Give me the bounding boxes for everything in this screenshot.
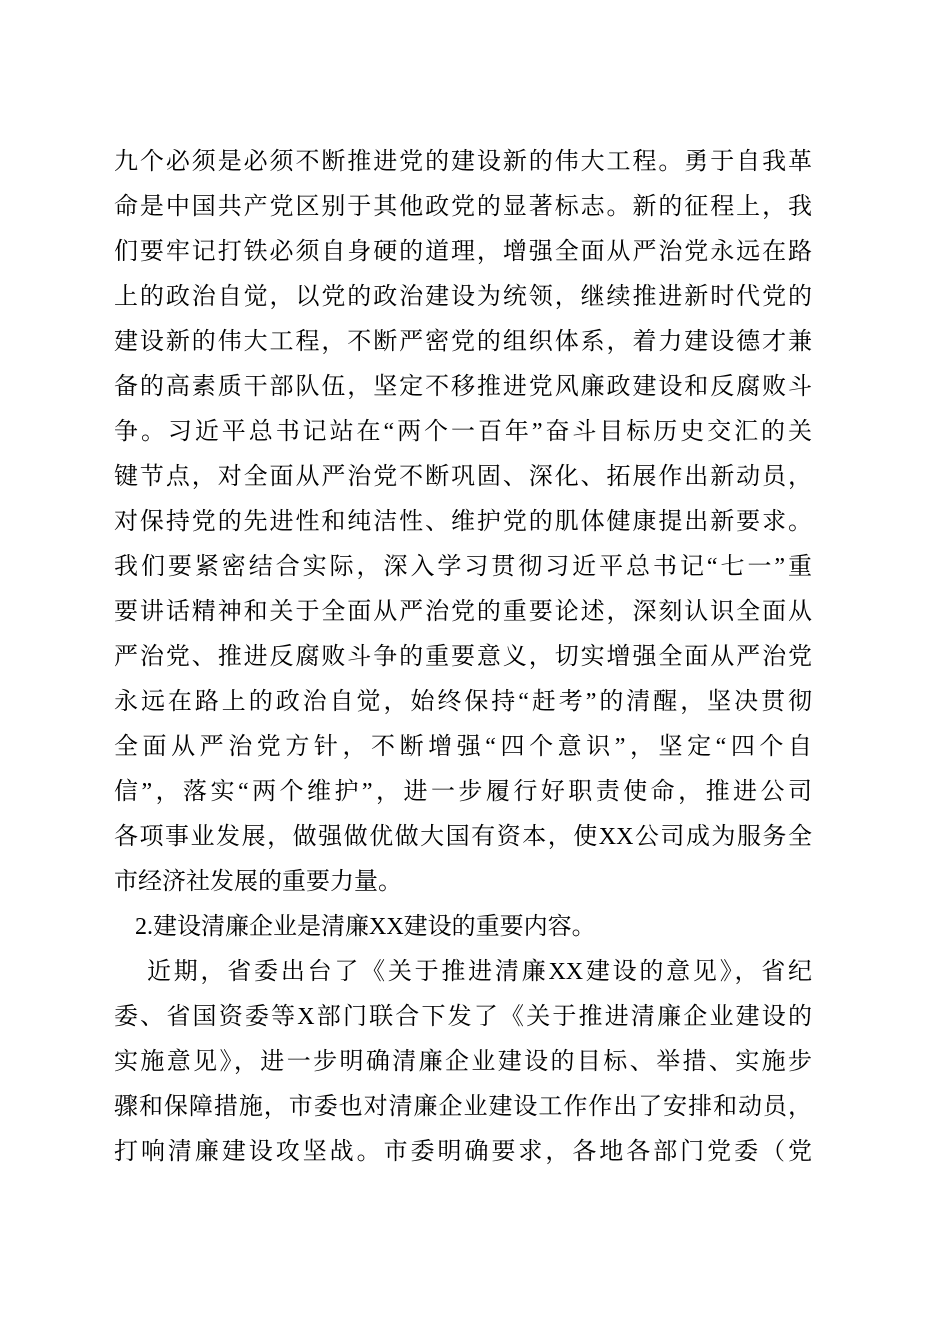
text-line: 命是中国共产党区别于其他政党的显著标志。新的征程上，我: [114, 194, 812, 220]
text-line: 们要牢记打铁必须自身硬的道理，增强全面从严治党永远在路: [114, 239, 812, 265]
text-line: 全面从严治党方针，不断增强“四个意识”，坚定“四个自: [114, 734, 812, 760]
text-line: 要讲话精神和关于全面从严治党的重要论述，深刻认识全面从: [114, 599, 812, 625]
text-line: 各项事业发展，做强做优做大国有资本，使XX公司成为服务全: [114, 824, 812, 850]
text-line: 骤和保障措施，市委也对清廉企业建设工作作出了安排和动员，: [114, 1094, 812, 1120]
text-line: 实施意见》，进一步明确清廉企业建设的目标、举措、实施步: [114, 1049, 812, 1075]
document-text-block: [114, 140, 812, 1175]
text-line: 打响清廉建设攻坚战。市委明确要求，各地各部门党委（党: [114, 1139, 812, 1165]
text-line: 备的高素质干部队伍，坚定不移推进党风廉政建设和反腐败斗: [114, 374, 812, 400]
text-line: 争。习近平总书记站在“两个一百年”奋斗目标历史交汇的关: [114, 419, 812, 445]
text-line: 信”，落实“两个维护”，进一步履行好职责使命，推进公司: [114, 779, 812, 805]
text-line: 九个必须是必须不断推进党的建设新的伟大工程。勇于自我革: [114, 149, 812, 175]
text-line: 对保持党的先进性和纯洁性、维护党的肌体健康提出新要求。: [114, 509, 812, 535]
text-line-paragraph-end: 市经济社发展的重要力量。: [114, 869, 402, 895]
text-line: 严治党、推进反腐败斗争的重要意义，切实增强全面从严治党: [114, 644, 812, 670]
text-line: 委、省国资委等X部门联合下发了《关于推进清廉企业建设的: [114, 1004, 812, 1030]
text-line: 永远在路上的政治自觉，始终保持“赶考”的清醒，坚决贯彻: [114, 689, 812, 715]
text-line: 键节点，对全面从严治党不断巩固、深化、拓展作出新动员，: [114, 464, 812, 490]
text-line: 我们要紧密结合实际，深入学习贯彻习近平总书记“七一”重: [114, 554, 812, 580]
text-line: 上的政治自觉，以党的政治建设为统领，继续推进新时代党的: [114, 284, 812, 310]
numbered-heading-line: 2.建设清廉企业是清廉XX建设的重要内容。: [135, 914, 596, 940]
text-line: 建设新的伟大工程，不断严密党的组织体系，着力建设德才兼: [114, 329, 812, 355]
text-line-paragraph-start: 近期，省委出台了《关于推进清廉XX建设的意见》，省纪: [147, 959, 812, 985]
